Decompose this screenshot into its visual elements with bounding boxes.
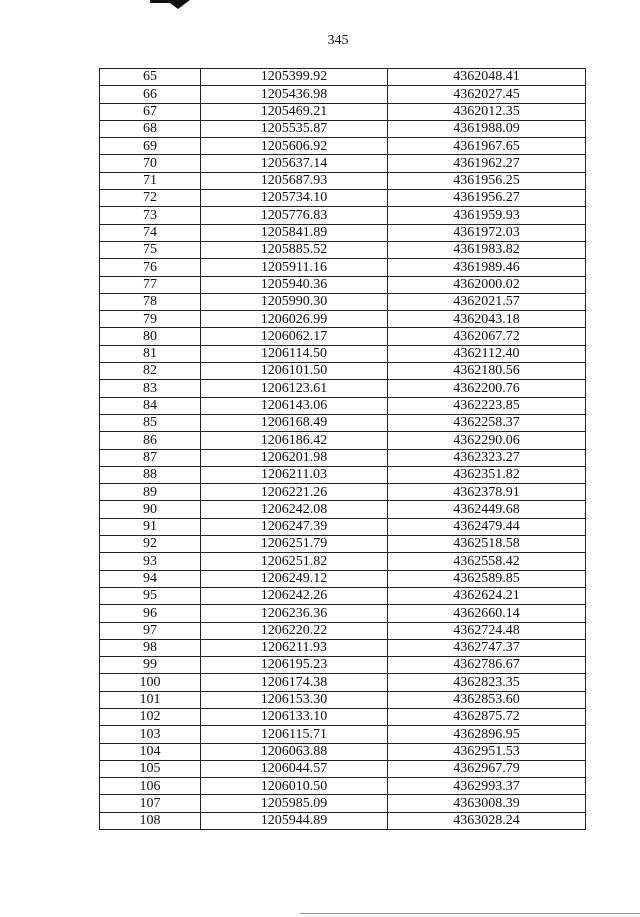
point-number-cell: 69 (100, 138, 201, 155)
table-row (100, 380, 586, 397)
x-coordinate-cell: 1206026.99 (201, 311, 388, 328)
y-coordinate-cell: 4362012.35 (388, 103, 586, 120)
x-coordinate-cell: 1205399.92 (201, 69, 388, 86)
table-row (100, 795, 586, 812)
x-coordinate-cell: 1205841.89 (201, 224, 388, 241)
x-coordinate-cell: 1206062.17 (201, 328, 388, 345)
table-row (100, 570, 586, 587)
x-coordinate-cell: 1206247.39 (201, 518, 388, 535)
table-row (100, 605, 586, 622)
table-row (100, 484, 586, 501)
table-row (100, 363, 586, 380)
y-coordinate-cell: 4362351.82 (388, 466, 586, 483)
point-number-cell: 88 (100, 466, 201, 483)
x-coordinate-cell: 1206115.71 (201, 726, 388, 743)
x-coordinate-cell: 1206101.50 (201, 363, 388, 380)
table-row (100, 760, 586, 777)
point-number-cell: 86 (100, 432, 201, 449)
coordinates-table (99, 68, 586, 830)
x-coordinate-cell: 1206153.30 (201, 691, 388, 708)
x-coordinate-cell: 1206114.50 (201, 345, 388, 362)
y-coordinate-cell: 4362823.35 (388, 674, 586, 691)
table-row (100, 536, 586, 553)
point-number-cell: 73 (100, 207, 201, 224)
point-number-cell: 75 (100, 241, 201, 258)
point-number-cell: 68 (100, 120, 201, 137)
point-number-cell: 65 (100, 69, 201, 86)
table-row (100, 518, 586, 535)
x-coordinate-cell: 1206211.03 (201, 466, 388, 483)
point-number-cell: 92 (100, 536, 201, 553)
y-coordinate-cell: 4361959.93 (388, 207, 586, 224)
y-coordinate-cell: 4362747.37 (388, 639, 586, 656)
y-coordinate-cell: 4361956.25 (388, 172, 586, 189)
x-coordinate-cell: 1206242.08 (201, 501, 388, 518)
table-row (100, 120, 586, 137)
point-number-cell: 81 (100, 345, 201, 362)
table-row (100, 259, 586, 276)
point-number-cell: 104 (100, 743, 201, 760)
x-coordinate-cell: 1206143.06 (201, 397, 388, 414)
point-number-cell: 82 (100, 363, 201, 380)
point-number-cell: 103 (100, 726, 201, 743)
point-number-cell: 84 (100, 397, 201, 414)
point-number-cell: 80 (100, 328, 201, 345)
y-coordinate-cell: 4361989.46 (388, 259, 586, 276)
table-row (100, 138, 586, 155)
table-row (100, 155, 586, 172)
y-coordinate-cell: 4362043.18 (388, 311, 586, 328)
scan-edge-line (300, 913, 640, 914)
point-number-cell: 87 (100, 449, 201, 466)
x-coordinate-cell: 1206044.57 (201, 760, 388, 777)
point-number-cell: 93 (100, 553, 201, 570)
x-coordinate-cell: 1206168.49 (201, 414, 388, 431)
y-coordinate-cell: 4362180.56 (388, 363, 586, 380)
y-coordinate-cell: 4363008.39 (388, 795, 586, 812)
point-number-cell: 72 (100, 190, 201, 207)
table-row (100, 587, 586, 604)
x-coordinate-cell: 1205734.10 (201, 190, 388, 207)
table-row (100, 328, 586, 345)
x-coordinate-cell: 1206242.26 (201, 587, 388, 604)
point-number-cell: 102 (100, 708, 201, 725)
point-number-cell: 97 (100, 622, 201, 639)
y-coordinate-cell: 4362000.02 (388, 276, 586, 293)
table-row (100, 708, 586, 725)
x-coordinate-cell: 1205606.92 (201, 138, 388, 155)
page-number: 345 (327, 33, 349, 48)
x-coordinate-cell: 1206201.98 (201, 449, 388, 466)
coordinates-table-body (100, 69, 586, 830)
point-number-cell: 95 (100, 587, 201, 604)
y-coordinate-cell: 4362290.06 (388, 432, 586, 449)
y-coordinate-cell: 4362558.42 (388, 553, 586, 570)
table-row (100, 432, 586, 449)
x-coordinate-cell: 1205436.98 (201, 86, 388, 103)
y-coordinate-cell: 4361988.09 (388, 120, 586, 137)
point-number-cell: 66 (100, 86, 201, 103)
y-coordinate-cell: 4362786.67 (388, 657, 586, 674)
point-number-cell: 79 (100, 311, 201, 328)
table-row (100, 812, 586, 829)
y-coordinate-cell: 4362067.72 (388, 328, 586, 345)
x-coordinate-cell: 1206221.26 (201, 484, 388, 501)
table-row (100, 172, 586, 189)
y-coordinate-cell: 4362200.76 (388, 380, 586, 397)
table-row (100, 501, 586, 518)
x-coordinate-cell: 1206236.36 (201, 605, 388, 622)
point-number-cell: 76 (100, 259, 201, 276)
table-row (100, 639, 586, 656)
y-coordinate-cell: 4362112.40 (388, 345, 586, 362)
x-coordinate-cell: 1205990.30 (201, 293, 388, 310)
table-row (100, 743, 586, 760)
y-coordinate-cell: 4361972.03 (388, 224, 586, 241)
y-coordinate-cell: 4362853.60 (388, 691, 586, 708)
y-coordinate-cell: 4362449.68 (388, 501, 586, 518)
y-coordinate-cell: 4362624.21 (388, 587, 586, 604)
y-coordinate-cell: 4362021.57 (388, 293, 586, 310)
table-row (100, 69, 586, 86)
point-number-cell: 107 (100, 795, 201, 812)
table-row (100, 86, 586, 103)
x-coordinate-cell: 1206010.50 (201, 778, 388, 795)
x-coordinate-cell: 1205944.89 (201, 812, 388, 829)
table-row (100, 657, 586, 674)
table-row (100, 345, 586, 362)
x-coordinate-cell: 1205637.14 (201, 155, 388, 172)
point-number-cell: 98 (100, 639, 201, 656)
table-row (100, 207, 586, 224)
x-coordinate-cell: 1206249.12 (201, 570, 388, 587)
y-coordinate-cell: 4363028.24 (388, 812, 586, 829)
point-number-cell: 108 (100, 812, 201, 829)
table-row (100, 241, 586, 258)
y-coordinate-cell: 4362951.53 (388, 743, 586, 760)
point-number-cell: 94 (100, 570, 201, 587)
x-coordinate-cell: 1205885.52 (201, 241, 388, 258)
y-coordinate-cell: 4362967.79 (388, 760, 586, 777)
x-coordinate-cell: 1206211.93 (201, 639, 388, 656)
point-number-cell: 90 (100, 501, 201, 518)
y-coordinate-cell: 4362724.48 (388, 622, 586, 639)
point-number-cell: 67 (100, 103, 201, 120)
scan-artifact-wedge (166, 0, 190, 9)
point-number-cell: 89 (100, 484, 201, 501)
x-coordinate-cell: 1205776.83 (201, 207, 388, 224)
y-coordinate-cell: 4361967.65 (388, 138, 586, 155)
x-coordinate-cell: 1205911.16 (201, 259, 388, 276)
table-row (100, 622, 586, 639)
x-coordinate-cell: 1205535.87 (201, 120, 388, 137)
table-row (100, 276, 586, 293)
point-number-cell: 96 (100, 605, 201, 622)
y-coordinate-cell: 4362896.95 (388, 726, 586, 743)
y-coordinate-cell: 4362660.14 (388, 605, 586, 622)
x-coordinate-cell: 1206123.61 (201, 380, 388, 397)
x-coordinate-cell: 1205985.09 (201, 795, 388, 812)
x-coordinate-cell: 1205687.93 (201, 172, 388, 189)
y-coordinate-cell: 4362993.37 (388, 778, 586, 795)
x-coordinate-cell: 1206251.82 (201, 553, 388, 570)
y-coordinate-cell: 4361956.27 (388, 190, 586, 207)
point-number-cell: 105 (100, 760, 201, 777)
point-number-cell: 77 (100, 276, 201, 293)
y-coordinate-cell: 4361983.82 (388, 241, 586, 258)
table-row (100, 691, 586, 708)
table-row (100, 449, 586, 466)
point-number-cell: 71 (100, 172, 201, 189)
point-number-cell: 101 (100, 691, 201, 708)
x-coordinate-cell: 1206251.79 (201, 536, 388, 553)
point-number-cell: 70 (100, 155, 201, 172)
y-coordinate-cell: 4362875.72 (388, 708, 586, 725)
table-row (100, 190, 586, 207)
x-coordinate-cell: 1205940.36 (201, 276, 388, 293)
table-row (100, 103, 586, 120)
x-coordinate-cell: 1206133.10 (201, 708, 388, 725)
x-coordinate-cell: 1205469.21 (201, 103, 388, 120)
x-coordinate-cell: 1206186.42 (201, 432, 388, 449)
y-coordinate-cell: 4362378.91 (388, 484, 586, 501)
table-row (100, 414, 586, 431)
point-number-cell: 85 (100, 414, 201, 431)
table-row (100, 466, 586, 483)
x-coordinate-cell: 1206195.23 (201, 657, 388, 674)
y-coordinate-cell: 4362323.27 (388, 449, 586, 466)
y-coordinate-cell: 4362589.85 (388, 570, 586, 587)
x-coordinate-cell: 1206220.22 (201, 622, 388, 639)
point-number-cell: 100 (100, 674, 201, 691)
point-number-cell: 74 (100, 224, 201, 241)
table-row (100, 293, 586, 310)
y-coordinate-cell: 4362027.45 (388, 86, 586, 103)
point-number-cell: 106 (100, 778, 201, 795)
y-coordinate-cell: 4362223.85 (388, 397, 586, 414)
table-row (100, 311, 586, 328)
point-number-cell: 91 (100, 518, 201, 535)
table-row (100, 726, 586, 743)
table-row (100, 224, 586, 241)
table-row (100, 397, 586, 414)
y-coordinate-cell: 4362258.37 (388, 414, 586, 431)
point-number-cell: 78 (100, 293, 201, 310)
y-coordinate-cell: 4362048.41 (388, 69, 586, 86)
y-coordinate-cell: 4362518.58 (388, 536, 586, 553)
table-row (100, 778, 586, 795)
point-number-cell: 99 (100, 657, 201, 674)
point-number-cell: 83 (100, 380, 201, 397)
x-coordinate-cell: 1206063.88 (201, 743, 388, 760)
x-coordinate-cell: 1206174.38 (201, 674, 388, 691)
table-row (100, 553, 586, 570)
y-coordinate-cell: 4362479.44 (388, 518, 586, 535)
y-coordinate-cell: 4361962.27 (388, 155, 586, 172)
table-row (100, 674, 586, 691)
